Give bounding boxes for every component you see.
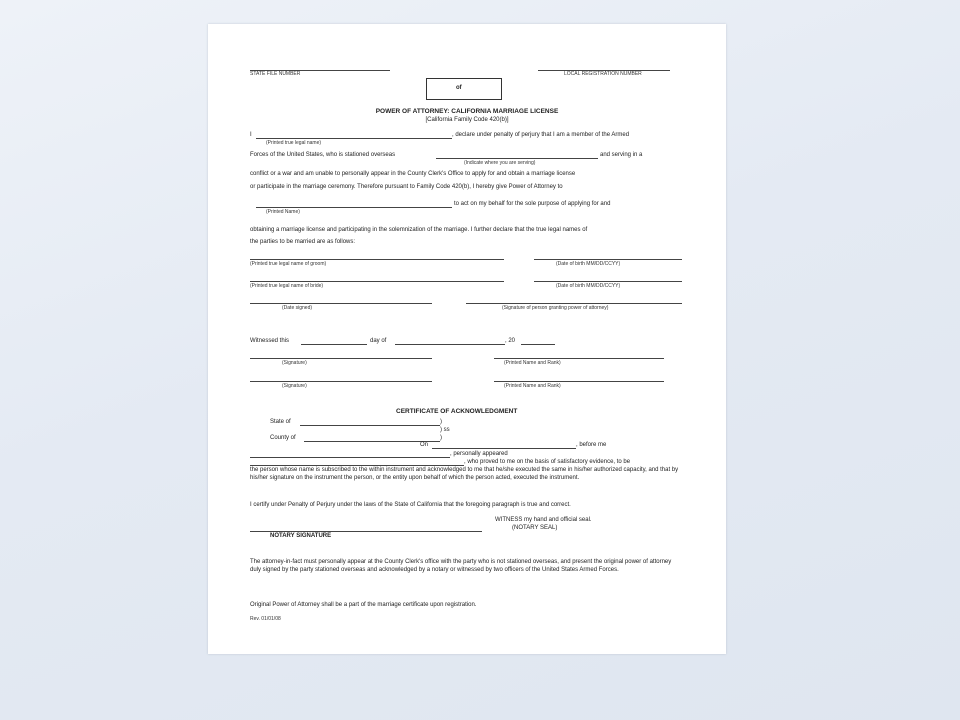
line2-text-b: and serving in a	[600, 152, 643, 158]
line2-text-a: Forces of the United States, who is stationed overseas	[250, 152, 396, 158]
date-signed-caption: (Date signed)	[282, 305, 313, 311]
line7-text: the parties to be married are as follows:	[250, 239, 356, 245]
revision-label: Rev. 01/01/08	[250, 616, 281, 622]
notary-name-line	[250, 457, 450, 458]
grantor-signature-line	[466, 303, 682, 304]
before-me-label: , before me	[576, 442, 607, 448]
witnessed-this-label: Witnessed this	[250, 338, 290, 344]
witness1-name-line	[494, 358, 664, 359]
attorney-name-caption: (Printed Name)	[266, 209, 300, 215]
page-title: POWER OF ATTORNEY: CALIFORNIA MARRIAGE LICENSE	[375, 108, 559, 115]
county-of-paren: )	[440, 435, 442, 441]
serving-location-line	[436, 158, 598, 159]
personally-appeared-label: , personally appeared	[450, 451, 508, 457]
witness1-signature-line	[250, 358, 432, 359]
printed-true-legal-name-caption: (Printed true legal name)	[266, 140, 322, 146]
line4-text: or participate in the marriage ceremony. Therefore pursuant to Family Code 420(b), I hereby give Power of Attorney to	[250, 184, 563, 190]
of-box	[426, 78, 502, 100]
state-of-label: State of	[270, 419, 291, 425]
printed-true-legal-name-line	[256, 138, 452, 139]
page-subtitle: [California Family Code 420(b)]	[425, 117, 509, 123]
groom-dob-caption: (Date of birth MM/DD/CCYY)	[556, 261, 621, 267]
ss-label: ) ss	[440, 427, 450, 433]
line6-text: obtaining a marriage license and participating in the solemnization of the marriage. I further declare that the true legal names of	[250, 227, 588, 233]
witness-year-line	[521, 344, 555, 345]
bride-dob-caption: (Date of birth MM/DD/CCYY)	[556, 283, 621, 289]
notary-signature-line	[250, 531, 482, 532]
notary-signature-label: NOTARY SIGNATURE	[270, 533, 332, 539]
document-page	[208, 24, 726, 654]
notary-seal-text: (NOTARY SEAL)	[512, 525, 558, 531]
witness-day-line	[301, 344, 367, 345]
groom-name-caption: (Printed true legal name of groom)	[250, 261, 327, 267]
on-date-line	[432, 448, 576, 449]
acknowledgment-paragraph: the person whose name is subscribed to the within instrument and acknowledged to me that he/she executed the same in his/her authorized capacity, and that by his/her signature on the instrument the person, or the entity upon behalf of which the person acted, executed the instrument.	[250, 467, 679, 481]
date-signed-line	[250, 303, 432, 304]
local-registration-label: LOCAL REGISTRATION NUMBER	[564, 71, 642, 77]
of-box-text: of	[456, 85, 462, 91]
witness2-name-caption: (Printed Name and Rank)	[504, 383, 561, 389]
groom-name-line	[250, 259, 504, 260]
witness-month-line	[395, 344, 505, 345]
on-label: On	[420, 442, 429, 448]
witness1-name-caption: (Printed Name and Rank)	[504, 360, 561, 366]
year-label: , 20	[505, 338, 516, 344]
witness2-name-line	[494, 381, 664, 382]
bride-name-line	[250, 281, 504, 282]
county-of-label: County of	[270, 435, 296, 441]
state-of-line	[300, 425, 440, 426]
line1-i: I	[250, 132, 252, 138]
attorney-name-line	[256, 207, 452, 208]
certificate-title: CERTIFICATE OF ACKNOWLEDGMENT	[396, 408, 518, 415]
grantor-signature-caption: (Signature of person granting power of attorney)	[502, 305, 609, 311]
line3-text: conflict or a war and am unable to personally appear in the County Clerk's Office to apply for and obtain a marriage license	[250, 171, 576, 177]
day-of-label: day of	[370, 338, 387, 344]
bride-name-caption: (Printed true legal name of bride)	[250, 283, 324, 289]
state-of-paren: )	[440, 419, 442, 425]
bride-dob-line	[534, 281, 682, 282]
line1-text: , declare under penalty of perjury that I am a member of the Armed	[452, 132, 630, 138]
attorney-in-fact-note: The attorney-in-fact must personally appear at the County Clerk's office with the party who is not stationed overseas, and present the original power of attorney duly signed by the party stationed overseas and acknowledged by a notary or witnessed by two officers of the United States Armed Forces.	[250, 559, 672, 573]
line5-text: to act on my behalf for the sole purpose of applying for and	[454, 201, 611, 207]
witness-hand-text: WITNESS my hand and official seal.	[495, 517, 592, 523]
witness1-signature-caption: (Signature)	[282, 360, 307, 366]
witness2-signature-line	[250, 381, 432, 382]
witness2-signature-caption: (Signature)	[282, 383, 307, 389]
who-proved-text: , who proved to me on the basis of satisfactory evidence, to be	[464, 459, 631, 465]
certify-text: I certify under Penalty of Perjury under the laws of the State of California that the foregoing paragraph is true and correct.	[250, 502, 571, 508]
state-file-number-label: STATE FILE NUMBER	[250, 71, 301, 77]
serving-location-caption: (Indicate where you are serving)	[464, 160, 536, 166]
groom-dob-line	[534, 259, 682, 260]
original-poa-note: Original Power of Attorney shall be a part of the marriage certificate upon registration.	[250, 602, 477, 608]
